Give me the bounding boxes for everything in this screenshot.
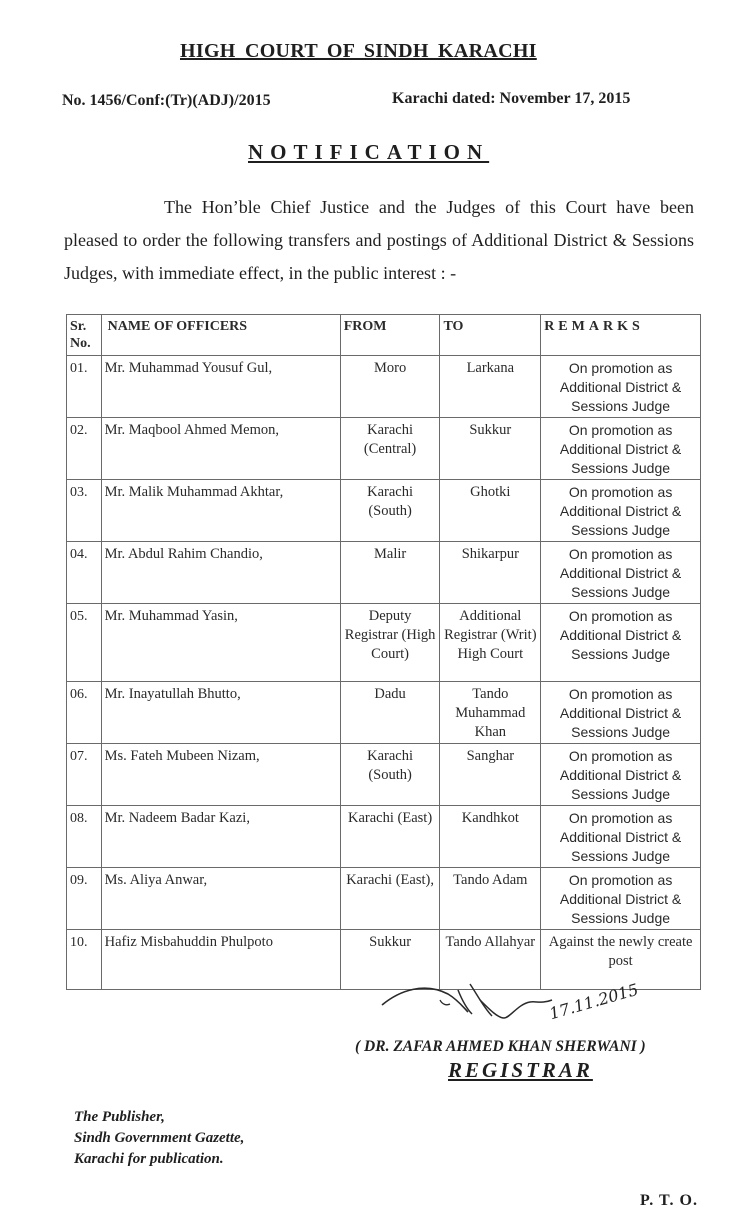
row-to: Larkana — [440, 356, 541, 418]
row-sr: 06. — [67, 682, 102, 744]
row-to: Tando Allahyar — [440, 930, 541, 990]
table-row — [67, 356, 701, 418]
table-row — [67, 604, 701, 682]
row-to: Additional Registrar (Writ) High Court — [440, 604, 541, 682]
header-sr: Sr. No. — [67, 315, 102, 356]
row-sr: 08. — [67, 806, 102, 868]
row-from: Karachi (Central) — [340, 418, 440, 480]
row-officer-name: Hafiz Misbahuddin Phulpoto — [101, 930, 340, 990]
table-header-row — [67, 315, 701, 356]
publisher-line: Sindh Government Gazette, — [74, 1130, 245, 1146]
row-to: Ghotki — [440, 480, 541, 542]
postings-table — [66, 314, 701, 990]
row-remarks: On promotion as Additional District & Sessions Judge — [541, 418, 701, 480]
row-from: Malir — [340, 542, 440, 604]
publisher-block — [74, 1107, 244, 1170]
row-officer-name: Mr. Muhammad Yousuf Gul, — [101, 356, 340, 418]
row-officer-name: Mr. Nadeem Badar Kazi, — [101, 806, 340, 868]
row-remarks: On promotion as Additional District & Sessions Judge — [541, 744, 701, 806]
row-from: Karachi (South) — [340, 744, 440, 806]
row-sr: 09. — [67, 868, 102, 930]
date-line: Karachi dated: November 17, 2015 — [392, 90, 631, 107]
row-from: Sukkur — [340, 930, 440, 990]
row-officer-name: Mr. Malik Muhammad Akhtar, — [101, 480, 340, 542]
table-row — [67, 682, 701, 744]
row-remarks: Against the newly create post — [541, 930, 701, 990]
reference-number: No. 1456/Conf:(Tr)(ADJ)/2015 — [62, 92, 271, 109]
row-to: Sanghar — [440, 744, 541, 806]
row-to: Sukkur — [440, 418, 541, 480]
row-sr: 01. — [67, 356, 102, 418]
header-remarks: REMARKS — [541, 315, 701, 356]
row-from: Karachi (East) — [340, 806, 440, 868]
notification-body: The Hon’ble Chief Justice and the Judges of this Court have been pleased to order the following transfers and postings of Additional District & Sessions Judges, with immediate effect, in the public interest : - — [64, 197, 694, 283]
row-sr: 03. — [67, 480, 102, 542]
row-to: Shikarpur — [440, 542, 541, 604]
header-name: NAME OF OFFICERS — [101, 315, 340, 356]
row-from: Deputy Registrar (High Court) — [340, 604, 440, 682]
table-row — [67, 744, 701, 806]
row-sr: 04. — [67, 542, 102, 604]
row-remarks: On promotion as Additional District & Sessions Judge — [541, 604, 701, 682]
row-to: Kandhkot — [440, 806, 541, 868]
row-to: Tando Muhammad Khan — [440, 682, 541, 744]
row-to: Tando Adam — [440, 868, 541, 930]
table-row — [67, 868, 701, 930]
row-officer-name: Ms. Aliya Anwar, — [101, 868, 340, 930]
row-remarks: On promotion as Additional District & Sessions Judge — [541, 682, 701, 744]
row-remarks: On promotion as Additional District & Sessions Judge — [541, 480, 701, 542]
row-remarks: On promotion as Additional District & Sessions Judge — [541, 542, 701, 604]
court-title: HIGH COURT OF SINDH KARACHI — [180, 40, 537, 62]
notification-heading: NOTIFICATION — [248, 140, 490, 164]
header-to: TO — [440, 315, 541, 356]
row-sr: 10. — [67, 930, 102, 990]
row-sr: 05. — [67, 604, 102, 682]
registrar-signature — [380, 960, 580, 1035]
header-from: FROM — [340, 315, 440, 356]
registrar-title: REGISTRAR — [448, 1058, 593, 1082]
row-from: Dadu — [340, 682, 440, 744]
row-officer-name: Ms. Fateh Mubeen Nizam, — [101, 744, 340, 806]
publisher-line: Karachi for publication. — [74, 1151, 224, 1167]
row-from: Moro — [340, 356, 440, 418]
row-from: Karachi (South) — [340, 480, 440, 542]
table-row — [67, 542, 701, 604]
row-remarks: On promotion as Additional District & Sessions Judge — [541, 806, 701, 868]
row-officer-name: Mr. Muhammad Yasin, — [101, 604, 340, 682]
row-sr: 07. — [67, 744, 102, 806]
signature-date: 17.11.2015 — [547, 979, 641, 1024]
row-remarks: On promotion as Additional District & Sessions Judge — [541, 356, 701, 418]
pto-label: P. T. O. — [640, 1192, 698, 1209]
row-officer-name: Mr. Abdul Rahim Chandio, — [101, 542, 340, 604]
row-from: Karachi (East), — [340, 868, 440, 930]
table-row — [67, 480, 701, 542]
table-row — [67, 418, 701, 480]
registrar-name: ( DR. ZAFAR AHMED KHAN SHERWANI ) — [355, 1038, 646, 1055]
row-officer-name: Mr. Inayatullah Bhutto, — [101, 682, 340, 744]
row-sr: 02. — [67, 418, 102, 480]
publisher-line: The Publisher, — [74, 1109, 165, 1125]
row-officer-name: Mr. Maqbool Ahmed Memon, — [101, 418, 340, 480]
table-row — [67, 806, 701, 868]
row-remarks: On promotion as Additional District & Sessions Judge — [541, 868, 701, 930]
